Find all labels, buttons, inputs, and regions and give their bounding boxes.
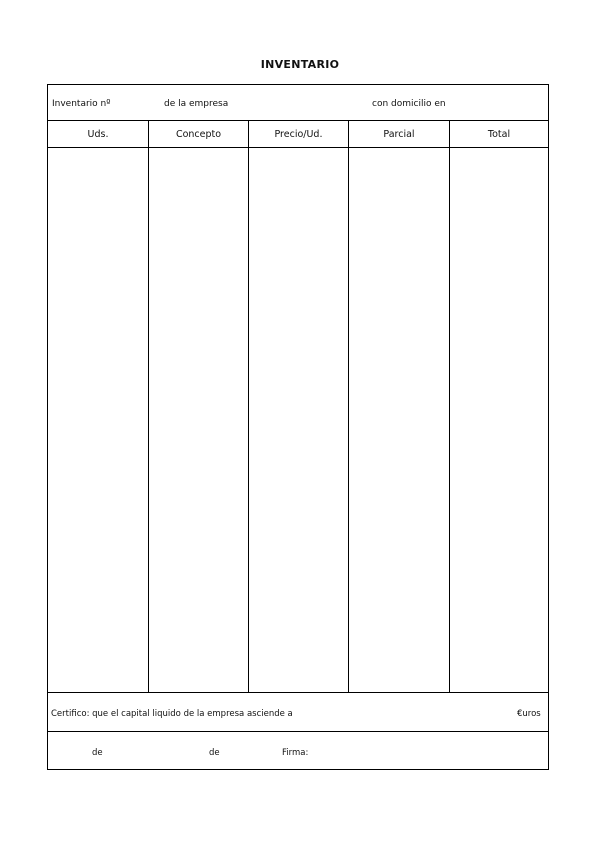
inventory-info-row (48, 85, 548, 121)
signature-label: Firma: (282, 748, 309, 758)
company-label: de la empresa (164, 99, 229, 109)
inventory-form (47, 84, 549, 770)
column-header-total: Total (487, 129, 511, 140)
column-header-uds: Uds. (87, 129, 109, 140)
column-divider (248, 121, 249, 692)
date-de-label: de (92, 748, 103, 758)
table-header (48, 121, 548, 148)
inventory-table (48, 121, 548, 692)
certificate-text: Certifico: que el capital liquido de la empresa asciende a (51, 709, 293, 719)
column-divider (348, 121, 349, 692)
column-header-concepto: Concepto (175, 129, 222, 140)
certificate-row (48, 692, 548, 732)
inventory-number-label: Inventario nº (52, 99, 111, 109)
page-title: INVENTARIO (260, 58, 340, 71)
address-label: con domicilio en (372, 99, 446, 109)
signature-row (48, 732, 548, 770)
column-divider (148, 121, 149, 692)
date-de-label: de (209, 748, 220, 758)
column-header-parcial: Parcial (383, 129, 415, 140)
currency-label: €uros (517, 709, 541, 719)
column-divider (449, 121, 450, 692)
column-header-precio: Precio/Ud. (274, 129, 323, 140)
